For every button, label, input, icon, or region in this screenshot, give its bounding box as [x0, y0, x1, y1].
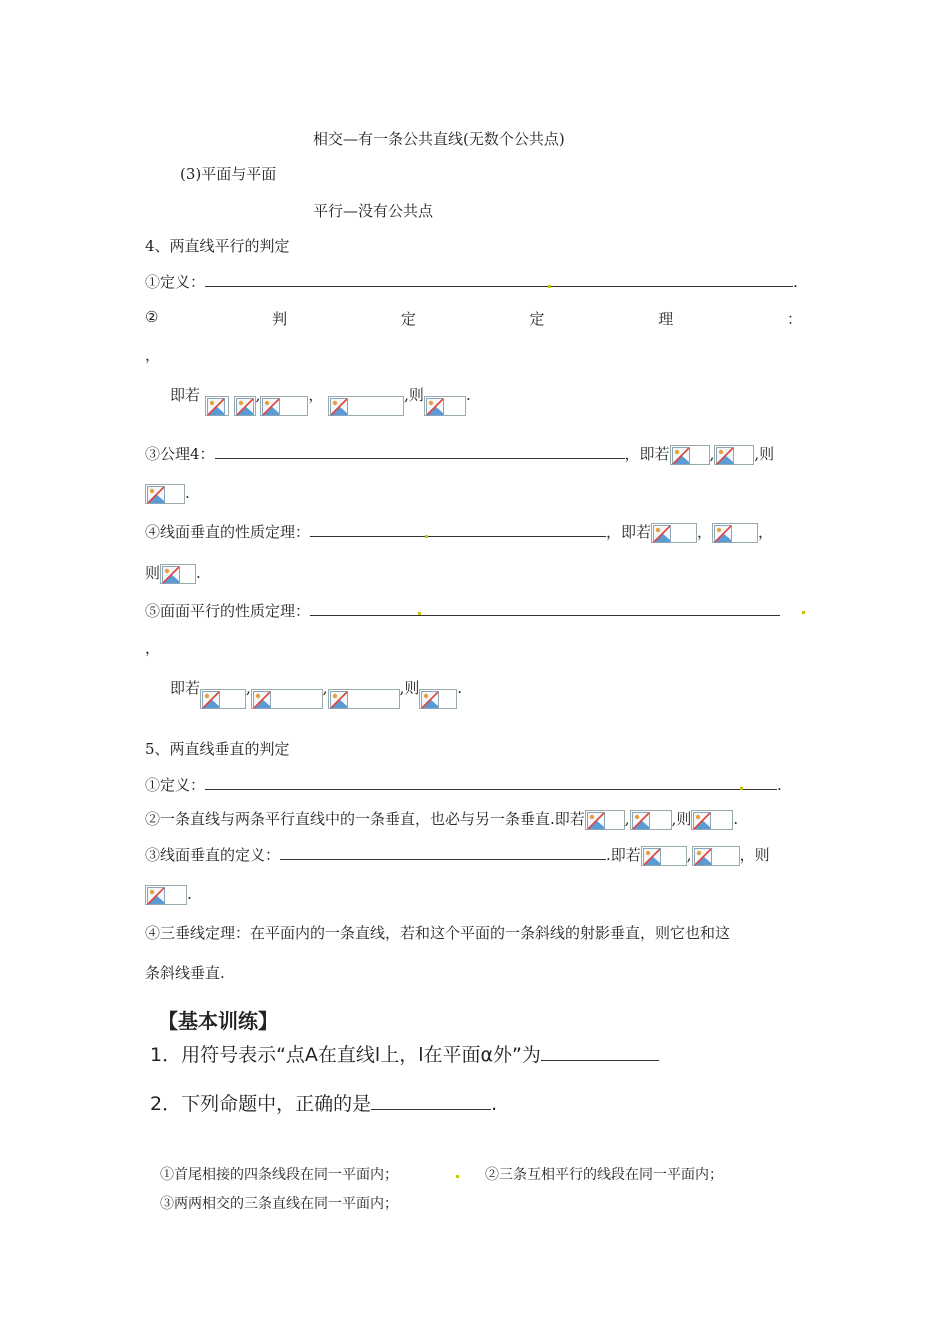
ji-ruo-label: .即若	[606, 846, 641, 864]
sec5-definition-row: ①定义： .	[145, 776, 782, 794]
broken-image-icon	[147, 887, 165, 905]
ze-label: 则	[676, 810, 692, 828]
broken-image-icon	[587, 812, 605, 830]
ze-label: 则	[145, 564, 161, 582]
artifact-dot	[548, 285, 551, 288]
option-3: ③两两相交的三条直线在同一平面内；	[160, 1196, 398, 1212]
sec5-item4-line1: ④三垂线定理：在平面内的一条直线，若和这个平面的一条斜线的射影垂直，则它也和这	[145, 924, 731, 942]
formula-image	[328, 689, 400, 709]
question-2-blank[interactable]	[371, 1093, 491, 1110]
definition-blank[interactable]	[205, 272, 793, 287]
training-heading: 【基本训练】	[158, 1009, 278, 1033]
formula-image	[145, 484, 185, 504]
ze-label: 则	[404, 679, 420, 697]
theorem-char: 定	[529, 310, 545, 328]
broken-image-icon	[236, 398, 254, 416]
ze-label: 则	[408, 386, 424, 404]
item3-result: .	[145, 885, 192, 905]
period: .	[793, 273, 798, 291]
section-4-title: 4、两直线平行的判定	[145, 237, 290, 255]
plane-plane-label: ⑤面面平行的性质定理：	[145, 602, 311, 620]
formula-image	[260, 396, 308, 416]
sec4-theorem-formula: 即若 , ， ,则 .	[170, 384, 471, 406]
item3-blank[interactable]	[280, 845, 606, 860]
axiom-result: .	[145, 484, 190, 504]
question-2: 2．下列命题中，正确的是 .	[150, 1093, 498, 1115]
definition-label: ①定义：	[145, 273, 206, 291]
sec4-line-plane-row: ④线面垂直的性质定理： ，即若 ， ，	[145, 523, 774, 541]
definition-label: ①定义：	[145, 776, 206, 794]
broken-image-icon	[262, 398, 280, 416]
line-plane-blank[interactable]	[310, 522, 606, 537]
formula-image	[419, 689, 457, 709]
broken-image-icon	[672, 447, 690, 465]
intersect-line: 相交—有一条公共直线(无数个公共点)	[313, 130, 565, 148]
ze-label: 则	[754, 846, 770, 864]
question-1-blank[interactable]	[541, 1044, 659, 1061]
formula-image	[670, 445, 710, 465]
broken-image-icon	[253, 691, 271, 709]
broken-image-icon	[162, 566, 180, 584]
broken-image-icon	[207, 398, 225, 416]
theorem-continuation: ，	[145, 346, 161, 364]
ji-ruo-label: ，即若	[606, 523, 652, 541]
broken-image-icon	[202, 691, 220, 709]
formula-image	[651, 523, 697, 543]
option-2: ②三条互相平行的线段在同一平面内；	[485, 1167, 723, 1183]
axiom-label: ③公理4：	[145, 445, 215, 463]
theorem-char: ②	[145, 308, 159, 326]
formula-image	[424, 396, 466, 416]
broken-image-icon	[421, 691, 439, 709]
line-plane-result: 则 .	[145, 564, 201, 582]
axiom-blank[interactable]	[215, 444, 625, 459]
broken-image-icon	[330, 398, 348, 416]
item3-label: ③线面垂直的定义：	[145, 846, 281, 864]
option-1: ①首尾相接的四条线段在同一平面内；	[160, 1167, 398, 1183]
plane-plane-continuation: ，	[145, 639, 161, 657]
theorem-char: 理	[658, 310, 674, 328]
sec4-plane-formula: 即若 , , ,则 .	[170, 677, 462, 699]
broken-image-icon	[694, 848, 712, 866]
formula-image	[585, 810, 625, 830]
plane-plane-blank[interactable]	[310, 601, 780, 616]
formula-image	[641, 846, 687, 866]
broken-image-icon	[632, 812, 650, 830]
formula-image	[714, 445, 754, 465]
ji-ruo-label: 即若	[170, 679, 201, 697]
theorem-char: 判	[272, 310, 288, 328]
formula-image	[160, 564, 196, 584]
broken-image-icon	[330, 691, 348, 709]
formula-image	[630, 810, 672, 830]
theorem-char: 定	[400, 310, 416, 328]
line-plane-label: ④线面垂直的性质定理：	[145, 523, 311, 541]
definition-blank[interactable]	[205, 775, 777, 790]
question-2-text: 2．下列命题中，正确的是	[150, 1093, 372, 1115]
ji-ruo-label: ，即若	[624, 445, 670, 463]
sec4-definition-row	[145, 271, 798, 292]
broken-image-icon	[643, 848, 661, 866]
sec4-plane-plane-row	[145, 600, 780, 621]
formula-image	[145, 885, 187, 905]
section-5-title: 5、两直线垂直的判定	[145, 740, 290, 758]
broken-image-icon	[714, 525, 732, 543]
formula-image	[692, 846, 740, 866]
formula-image	[200, 689, 246, 709]
item-plane-plane: (3)平面与平面	[180, 165, 277, 183]
artifact-dot	[425, 535, 428, 538]
formula-image	[691, 810, 733, 830]
parallel-line: 平行—没有公共点	[313, 202, 434, 220]
broken-image-icon	[693, 812, 711, 830]
artifact-dot	[418, 612, 421, 615]
sec4-theorem-row	[145, 308, 802, 329]
formula-image	[712, 523, 758, 543]
artifact-dot	[802, 611, 805, 614]
sec5-item4-line2: 条斜线垂直.	[145, 964, 225, 982]
formula-image	[328, 396, 404, 416]
formula-image	[205, 396, 229, 416]
broken-image-icon	[653, 525, 671, 543]
question-1-text: 1．用符号表示“点A在直线l上，l在平面α外”为	[150, 1044, 541, 1066]
broken-image-icon	[147, 486, 165, 504]
theorem-char: ：	[786, 310, 802, 328]
artifact-dot	[740, 787, 743, 790]
item2-text: ②一条直线与两条平行直线中的一条垂直，也必与另一条垂直.即若	[145, 810, 585, 828]
sec4-axiom-row: ③公理4： ，即若 , ,则	[145, 445, 775, 463]
question-1	[150, 1040, 659, 1067]
sec5-item3-row: ③线面垂直的定义： .即若 , ，则	[145, 846, 770, 864]
ji-ruo-label: 即若	[170, 386, 201, 404]
artifact-dot	[456, 1175, 459, 1178]
sec5-item2-row: ②一条直线与两条平行直线中的一条垂直，也必与另一条垂直.即若 , ,则 .	[145, 810, 739, 828]
ze-label: 则	[759, 445, 775, 463]
broken-image-icon	[716, 447, 734, 465]
formula-image	[234, 396, 256, 416]
formula-image	[251, 689, 323, 709]
broken-image-icon	[426, 398, 444, 416]
